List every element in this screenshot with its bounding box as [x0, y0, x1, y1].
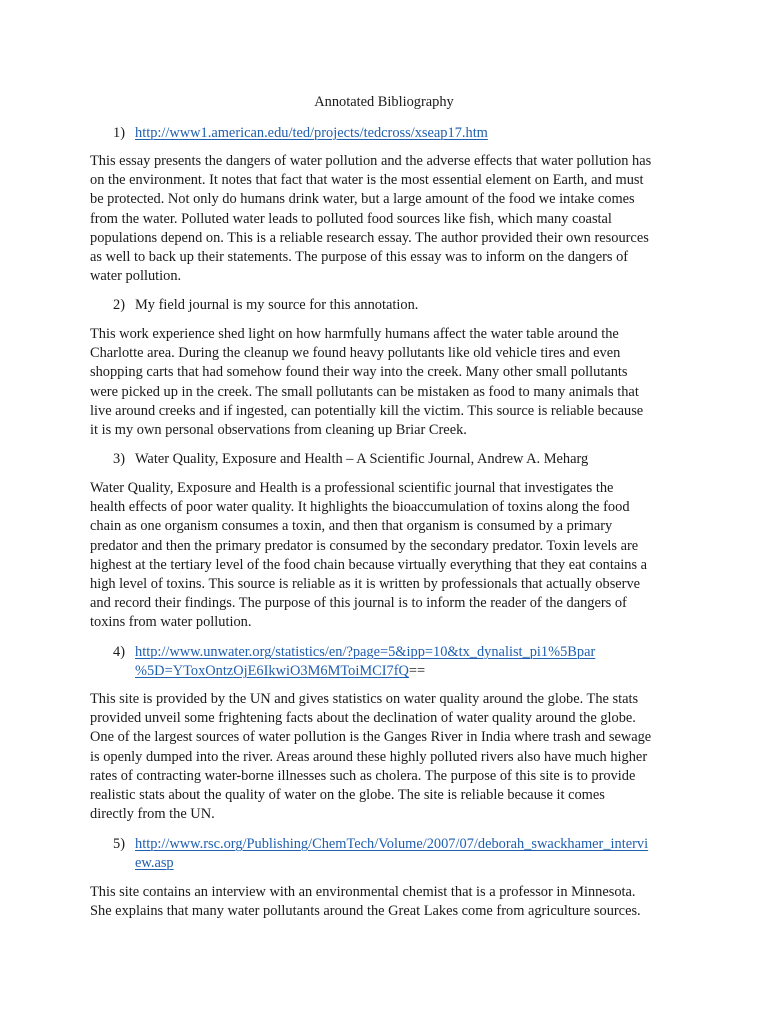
annotation-line: it is my own personal observations from cleaning up Briar Creek. — [90, 421, 467, 438]
entry-3-annotation — [90, 479, 690, 633]
annotation-line: highest at the tertiary level of the food chain because virtually everything that they eat contains a — [90, 556, 648, 573]
annotation-line: from the water. Polluted water leads to polluted food sources like fish, which many coastal — [90, 210, 612, 227]
entry-1-number: 1) — [113, 125, 125, 141]
annotation-line: provided unveil some frightening facts about the declination of water quality around the globe. — [90, 710, 636, 727]
annotation-line: toxins from water pollution. — [90, 614, 252, 631]
annotation-line: chain as one organism consumes a toxin, and then that organism is consumed by a primary — [90, 518, 613, 535]
annotation-line: were picked up in the creek. The small pollutants can be mistaken as food to many animals that — [90, 383, 639, 400]
annotation-line: health effects of poor water quality. It highlights the bioaccumulation of toxins along the food — [90, 499, 630, 516]
entry-4-annotation — [90, 690, 690, 824]
entry-5-number: 5) — [113, 836, 125, 852]
entry-4-source-link-cont[interactable]: %5D=YToxOntzOjE6IkwiO3M6MToiMCI7fQ — [135, 663, 409, 679]
entry-2-number: 2) — [113, 297, 125, 313]
entry-5-annotation — [90, 883, 690, 921]
entry-4-source — [135, 643, 595, 662]
entry-2-annotation — [90, 325, 690, 440]
entry-3-number: 3) — [113, 451, 125, 467]
annotation-line: high level of toxins. This source is reliable as it is written by professionals that actually observe — [90, 575, 641, 592]
annotation-line: as well to back up their statements. The purpose of this essay was to inform on the dangers of — [90, 248, 629, 265]
annotation-line: This essay presents the dangers of water pollution and the adverse effects that water pollution has — [90, 153, 652, 169]
entry-5-source-link-cont[interactable]: ew.asp — [135, 855, 174, 871]
entry-3-source: Water Quality, Exposure and Health – A Scientific Journal, Andrew A. Meharg — [135, 451, 589, 467]
annotation-line: directly from the UN. — [90, 806, 215, 823]
annotation-line: This site is provided by the UN and gives statistics on water quality around the globe. The stats — [90, 691, 639, 707]
entry-4-number: 4) — [113, 644, 125, 660]
annotation-line: predator and then the primary predator is consumed by the secondary predator. Toxin levels are — [90, 537, 639, 554]
annotation-line: be protected. Not only do humans drink water, but a large amount of the food we intake comes — [90, 191, 635, 208]
entry-5-source-link[interactable]: http://www.rsc.org/Publishing/ChemTech/Volume/2007/07/deborah_swackhamer_intervi — [135, 836, 649, 852]
entry-1-annotation — [90, 152, 690, 286]
document-title: Annotated Bibliography — [314, 94, 454, 110]
entry-4-source-cont — [135, 662, 425, 681]
annotation-line: shopping carts that had somehow found their way into the creek. Many other small pollutants — [90, 364, 628, 381]
annotation-line: realistic stats about the quality of water on the globe. The site is reliable because it comes — [90, 786, 605, 803]
entry-4-source-tail: == — [408, 663, 426, 679]
entry-2-source: My field journal is my source for this annotation. — [135, 297, 419, 313]
annotation-line: This site contains an interview with an environmental chemist that is a professor in Minnesota. — [90, 884, 636, 900]
entry-5-source — [135, 835, 648, 854]
annotation-line: is openly dumped into the river. Areas around these highly polluted rivers also have much higher — [90, 748, 648, 765]
annotation-line: One of the largest sources of water pollution is the Ganges River in India where trash and sewage — [90, 729, 652, 746]
annotation-line: rates of contracting water-borne illnesses such as cholera. The purpose of this site is to provide — [90, 767, 636, 784]
annotation-line: She explains that many water pollutants around the Great Lakes come from agriculture sources. — [90, 903, 641, 920]
entry-1-source-link[interactable]: http://www1.american.edu/ted/projects/tedcross/xseap17.htm — [135, 125, 488, 141]
annotation-line: populations depend on. This is a reliable research essay. The author provided their own resources — [90, 229, 649, 246]
entry-5-source-cont — [135, 854, 174, 873]
annotation-line: on the environment. It notes that fact that water is the most essential element on Earth, and must — [90, 172, 644, 189]
annotation-line: live around creeks and if ingested, can potentially kill the victim. This source is reliable because — [90, 402, 644, 419]
annotation-line: and record their findings. The purpose of this journal is to inform the reader of the dangers of — [90, 595, 627, 612]
annotation-line: Charlotte area. During the cleanup we found heavy pollutants like old vehicle tires and even — [90, 345, 621, 362]
annotation-line: This work experience shed light on how harmfully humans affect the water table around the — [90, 326, 619, 342]
annotation-line: Water Quality, Exposure and Health is a professional scientific journal that investigates the — [90, 480, 614, 496]
entry-1-source — [135, 124, 488, 143]
entry-4-source-link[interactable]: http://www.unwater.org/statistics/en/?page=5&ipp=10&tx_dynalist_pi1%5Bpar — [135, 644, 596, 660]
annotation-line: water pollution. — [90, 268, 182, 285]
